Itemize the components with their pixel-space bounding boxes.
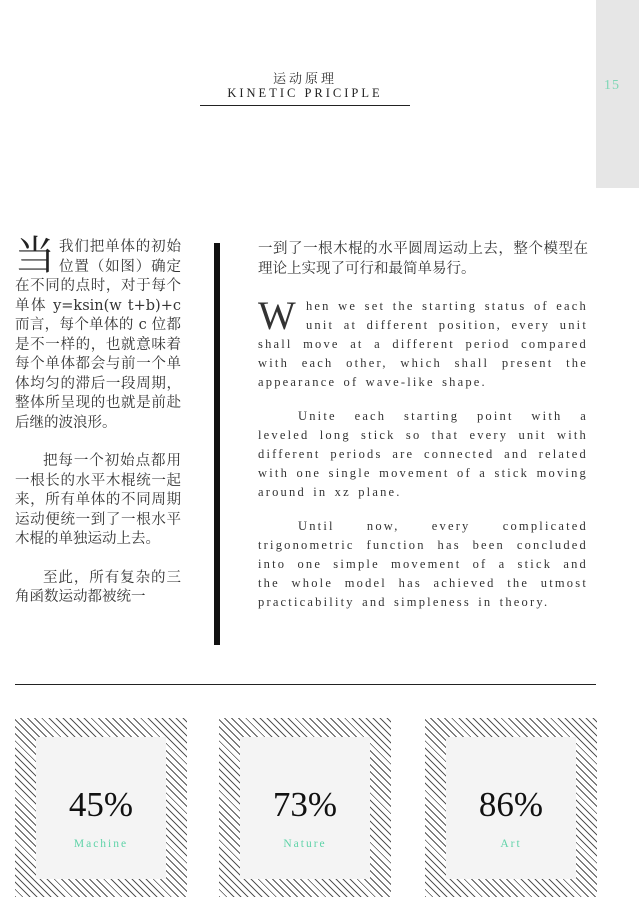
drop-cap-cn: 当 (15, 233, 55, 279)
stat-card-inner (36, 737, 166, 879)
page-number: 15 (604, 78, 620, 93)
bottom-divider (15, 684, 596, 685)
left-paragraph-1 (15, 233, 181, 433)
english-paragraph-3: Until now, every complicated trigonometric function has been concluded into one simple movement of a stick and the whole model has achieved the utmost practicability and simpleness in theory. (258, 519, 588, 609)
stat-label: Art (500, 838, 522, 850)
stat-card-inner (446, 737, 576, 879)
stat-label: Machine (73, 838, 129, 850)
stat-value: 45% (68, 785, 134, 824)
left-paragraph-2: 把每一个初始点都用一根长的水平木棍统一起来，所有单体的不同周期运动便统一到了一根水平木棍的单独运动上去。 (15, 453, 181, 547)
page-corner-tab (596, 0, 639, 188)
stat-label: Nature (283, 838, 327, 850)
section-title-cn: 运动原理 (272, 72, 337, 87)
right-text-column (258, 240, 588, 627)
stat-value: 73% (272, 785, 338, 824)
stat-card-machine (15, 718, 187, 897)
english-paragraph-1-text: hen we set the starting status of each unit at different position, every unit shall move at a different period compared with each other, which shall present the appearance of wave-like shape. (258, 299, 588, 389)
stat-value: 86% (478, 785, 544, 824)
vertical-divider-bar (214, 243, 220, 645)
stat-card-inner (240, 737, 370, 879)
right-cn-continuation: 一到了一根木棍的水平圆周运动上去，整个模型在理论上实现了可行和最简单易行。 (258, 241, 588, 277)
english-paragraph-2: Unite each starting point with a leveled long stick so that every unit with different periods are connected and related with one single movement of a stick moving around in xz plane. (258, 409, 588, 499)
english-paragraph-1 (258, 293, 588, 392)
stat-card-nature (219, 718, 391, 897)
drop-cap-en: W (258, 293, 298, 338)
left-text-column (15, 233, 181, 627)
section-title-en: KINETIC PRICIPLE (227, 86, 383, 100)
left-paragraph-3: 至此，所有复杂的三角函数运动都被统一 (15, 569, 181, 605)
stat-card-art (425, 718, 597, 897)
header-divider (200, 105, 410, 106)
left-paragraph-1-text: 我们把单体的初始位置（如图）确定在不同的点时，对于每个单体 y=ksin(w t+b)+c 而言，每个单体的 c 位都是不一样的，也就意味着每个单体都会与前一个单体均匀的滞后一段周期，整体所呈现的也就是前赴后继的波浪形。 (15, 239, 181, 431)
